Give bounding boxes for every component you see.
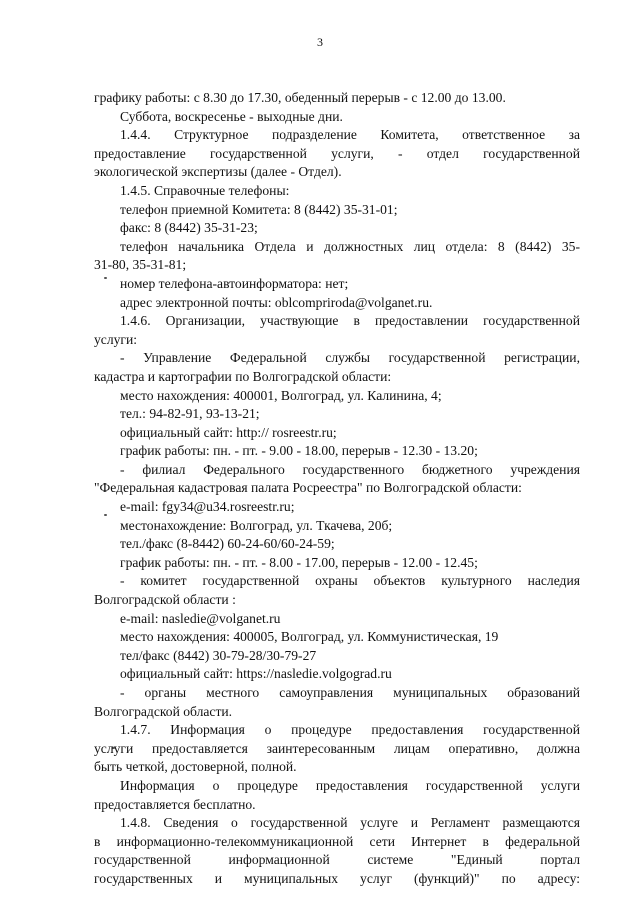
text-line: услуги: (94, 331, 138, 347)
text-line: - филиал Федерального государственного бюджетного учреждения (120, 461, 580, 477)
text-line: Волгоградской области : (94, 592, 236, 608)
text-line: Волгоградской области. (94, 703, 233, 719)
text-line: - комитет государственной охраны объектов культурного наследия (120, 573, 580, 589)
text-line: тел/факс (8442) 30-79-28/30-79-27 (120, 647, 317, 663)
document-body (94, 89, 580, 889)
text-line: место нахождения: 400005, Волгоград, ул. Коммунистическая, 19 (120, 629, 499, 645)
text-line: e-mail: fgy34@u34.rosreestr.ru; (120, 499, 295, 515)
text-line: график работы: пн. - пт. - 9.00 - 18.00, перерыв - 12.30 - 13.20; (120, 443, 478, 459)
text-line: тел./факс (8-8442) 60-24-60/60-24-59; (120, 536, 335, 552)
text-line: Суббота, воскресенье - выходные дни. (120, 108, 343, 124)
text-line: номер телефона-автоинформатора: нет; (120, 275, 349, 291)
text-line: местонахождение: Волгоград, ул. Ткачева, 20б; (120, 517, 393, 533)
text-line: предоставление государственной услуги, - отдел государственной (94, 145, 580, 161)
text-line: официальный сайт: https://nasledie.volgograd.ru (120, 666, 392, 682)
text-line: 1.4.6. Организации, участвующие в предоставлении государственной (120, 313, 580, 329)
text-line: "Федеральная кадастровая палата Росреестра" по Волгоградской области: (94, 480, 522, 496)
text-line: тел.: 94-82-91, 93-13-21; (120, 406, 260, 422)
text-line: в информационно-телекоммуникационной сети Интернет в федеральной (94, 833, 580, 849)
text-line: место нахождения: 400001, Волгоград, ул. Калинина, 4; (120, 387, 442, 403)
text-line: 1.4.7. Информация о процедуре предоставления государственной (120, 722, 580, 738)
text-line: официальный сайт: http:// rosreestr.ru; (120, 424, 337, 440)
text-line: Информация о процедуре предоставления государственной услуги (120, 777, 580, 793)
text-line: графику работы: с 8.30 до 17.30, обеденный перерыв - с 12.00 до 13.00. (94, 90, 506, 105)
text-line: телефон начальника Отдела и должностных лиц отдела: 8 (8442) 35- (120, 238, 580, 254)
text-line: 1.4.5. Справочные телефоны: (120, 182, 290, 198)
text-line: - органы местного самоуправления муниципальных образований (120, 685, 580, 700)
text-line: услуги предоставляется заинтересованным лицам оперативно, должна (94, 740, 580, 756)
text-line: государственной информационной системе "Единый портал (94, 852, 580, 868)
page-number: 3 (317, 35, 323, 49)
text-line: адрес электронной почты: oblcomprirodа@volganet.ru. (120, 294, 433, 310)
text-line: экологической экспертизы (далее - Отдел). (94, 164, 342, 180)
text-line: кадастра и картографии по Волгоградской области: (94, 368, 392, 384)
text-line: государственных и муниципальных услуг (функций)" по адресу: (94, 870, 580, 886)
text-line: e-mail: nasledie@volganet.ru (120, 610, 281, 626)
text-line: факс: 8 (8442) 35-31-23; (120, 220, 258, 236)
text-line: телефон приемной Комитета: 8 (8442) 35-31-01; (120, 201, 398, 217)
text-line: 1.4.8. Сведения о государственной услуге и Регламент размещаются (120, 815, 580, 831)
text-line: быть четкой, достоверной, полной. (94, 759, 297, 775)
text-line: 31-80, 35-31-81; (94, 257, 187, 273)
text-line: - Управление Федеральной службы государственной регистрации, (120, 350, 580, 366)
text-line: график работы: пн. - пт. - 8.00 - 17.00, перерыв - 12.00 - 12.45; (120, 554, 478, 570)
text-line: предоставляется бесплатно. (94, 796, 256, 812)
text-line: 1.4.4. Структурное подразделение Комитета, ответственное за (120, 127, 580, 143)
